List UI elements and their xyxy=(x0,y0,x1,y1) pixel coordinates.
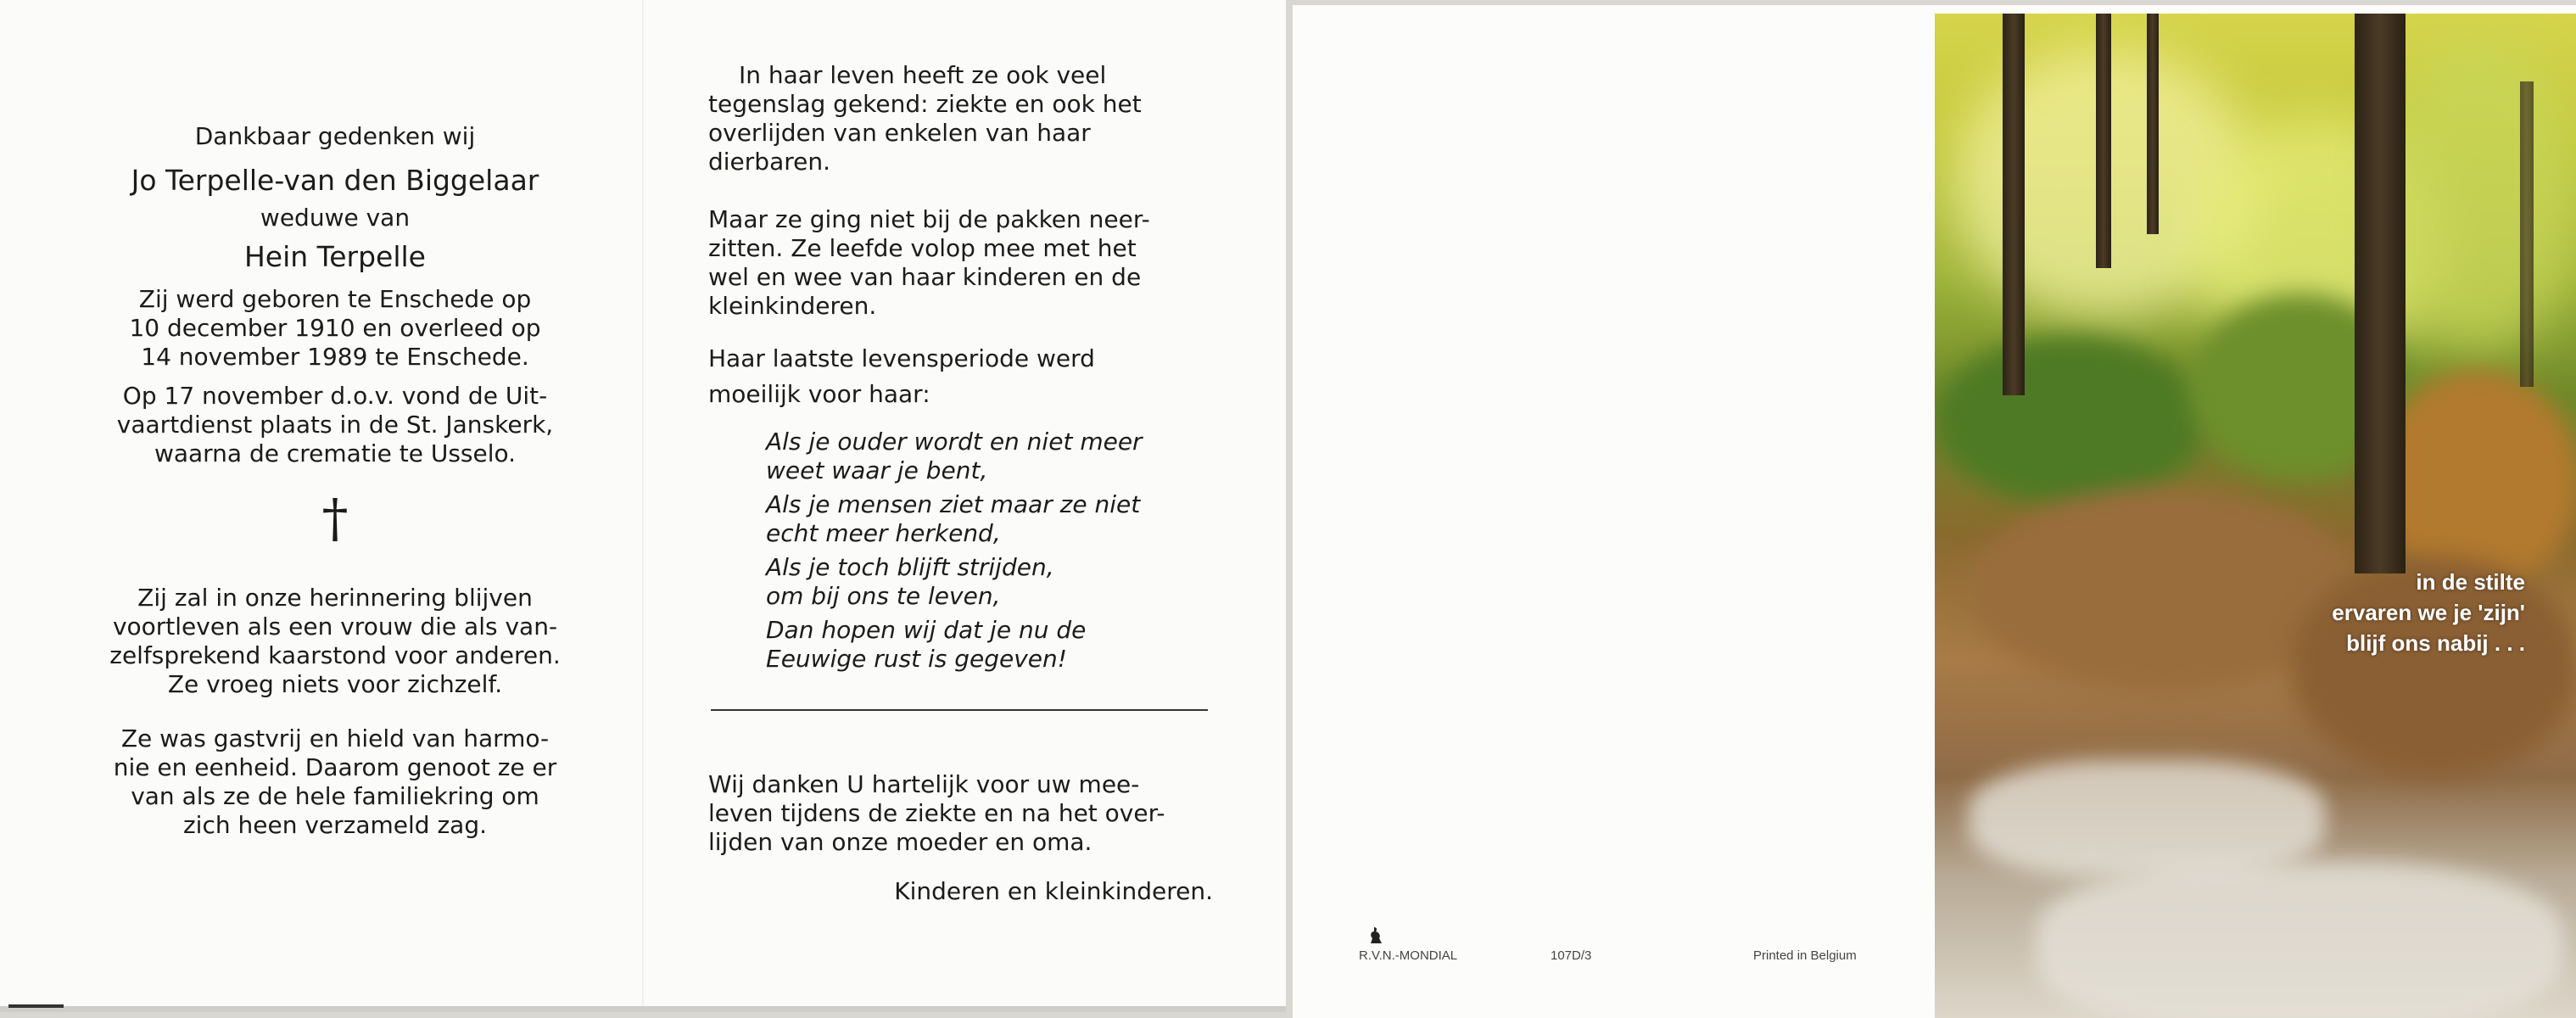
paragraph-line: Op 17 november d.o.v. vond de Uit- xyxy=(122,382,548,410)
publisher-logo-icon xyxy=(1367,926,1384,945)
paragraph-line: zelfsprekend kaarstond voor anderen. xyxy=(109,641,561,669)
memory-paragraph xyxy=(81,584,590,699)
divider-line xyxy=(711,709,1208,711)
paragraph-line: leven tijdens de ziekte en na het over- xyxy=(708,799,1165,827)
paragraph-line: zitten. Ze leefde volop mee met het xyxy=(708,234,1137,262)
paragraph-line: Maar ze ging niet bij de pakken neer- xyxy=(708,205,1150,233)
paragraph-line: Ze vroeg niets voor zichzelf. xyxy=(167,670,503,698)
forest-photo xyxy=(1935,14,2576,1018)
caption-line: in de stilte xyxy=(2416,569,2525,595)
intro-text: Dankbaar gedenken wij xyxy=(194,122,476,150)
setbacks-paragraph xyxy=(708,61,1213,176)
paragraph-line: van als ze de hele familiekring om xyxy=(131,782,539,810)
paragraph-line: Wij danken U hartelijk voor uw mee- xyxy=(708,770,1140,798)
courage-paragraph xyxy=(708,205,1213,321)
paragraph-line: nie en eenheid. Daarom genoot ze er xyxy=(113,753,557,781)
paragraph-line: Zij werd geboren te Enschede op xyxy=(138,285,532,313)
poem-line: weet waar je bent, xyxy=(766,456,988,484)
poem-line: Eeuwige rust is gegeven! xyxy=(766,645,1068,673)
poem-line: Als je mensen ziet maar ze niet xyxy=(766,490,1141,518)
paragraph-line: voortleven als een vrouw die als van- xyxy=(112,612,558,640)
paragraph-line: Ze was gastvrij en hield van harmo- xyxy=(120,724,550,752)
poem xyxy=(708,428,1213,674)
service-paragraph xyxy=(81,382,590,468)
spouse-name: Hein Terpelle xyxy=(243,240,426,273)
deceased-name: Jo Terpelle-van den Biggelaar xyxy=(131,164,539,197)
card-edge-shadow xyxy=(0,1006,1286,1012)
left-column xyxy=(81,122,590,840)
paragraph-line: 14 november 1989 te Enschede. xyxy=(141,343,529,371)
paragraph-line: lijden van onze moeder en oma. xyxy=(708,828,1092,856)
product-code: 107D/3 xyxy=(1551,948,1592,963)
caption-line: ervaren we je 'zijn' xyxy=(2332,600,2525,625)
paragraph-line: Haar laatste levensperiode werd xyxy=(708,344,1095,372)
card-fold xyxy=(642,0,644,1012)
hospitality-paragraph xyxy=(81,724,590,840)
paragraph-line: Zij zal in onze herinnering blijven xyxy=(137,584,533,612)
back-card xyxy=(1293,5,2576,1018)
paragraph-line: vaartdienst plaats in de St. Janskerk, xyxy=(116,411,554,439)
thanks-paragraph xyxy=(708,770,1213,857)
poem-line: Dan hopen wij dat je nu de xyxy=(766,616,1087,644)
paragraph-line: 10 december 1910 en overleed op xyxy=(129,314,541,342)
photo-caption xyxy=(2332,567,2525,658)
relation-text: weduwe van xyxy=(260,204,411,232)
paragraph-line: kleinkinderen. xyxy=(708,292,877,320)
right-column xyxy=(708,61,1213,906)
poem-line: om bij ons te leven, xyxy=(766,582,1001,610)
cross-icon: † xyxy=(321,487,349,549)
birth-death-paragraph xyxy=(81,285,590,372)
paragraph-line: tegenslag gekend: ziekte en ook het xyxy=(708,90,1142,118)
caption-line: blijf ons nabij . . . xyxy=(2346,630,2525,656)
paragraph-line: zich heen verzameld zag. xyxy=(182,811,487,839)
printed-label: Printed in Belgium xyxy=(1753,948,1857,963)
inside-card xyxy=(0,0,1286,1012)
signature: Kinderen en kleinkinderen. xyxy=(894,877,1213,905)
paragraph-line: dierbaren. xyxy=(708,148,830,176)
edge-mark xyxy=(8,1004,64,1008)
paragraph-line: In haar leven heeft ze ook veel xyxy=(739,61,1107,89)
poem-line: Als je ouder wordt en niet meer xyxy=(766,428,1143,456)
paragraph-line: overlijden van enkelen van haar xyxy=(708,119,1091,147)
poem-line: echt meer herkend, xyxy=(766,519,1001,547)
paragraph-line: waarna de crematie te Usselo. xyxy=(154,439,517,467)
paragraph-line: moeilijk voor haar: xyxy=(708,380,930,408)
poem-line: Als je toch blijft strijden, xyxy=(766,553,1054,581)
last-period-paragraph xyxy=(708,341,1213,412)
paragraph-line: wel en wee van haar kinderen en de xyxy=(708,263,1142,291)
publisher-label: R.V.N.-MONDIAL xyxy=(1359,948,1458,963)
